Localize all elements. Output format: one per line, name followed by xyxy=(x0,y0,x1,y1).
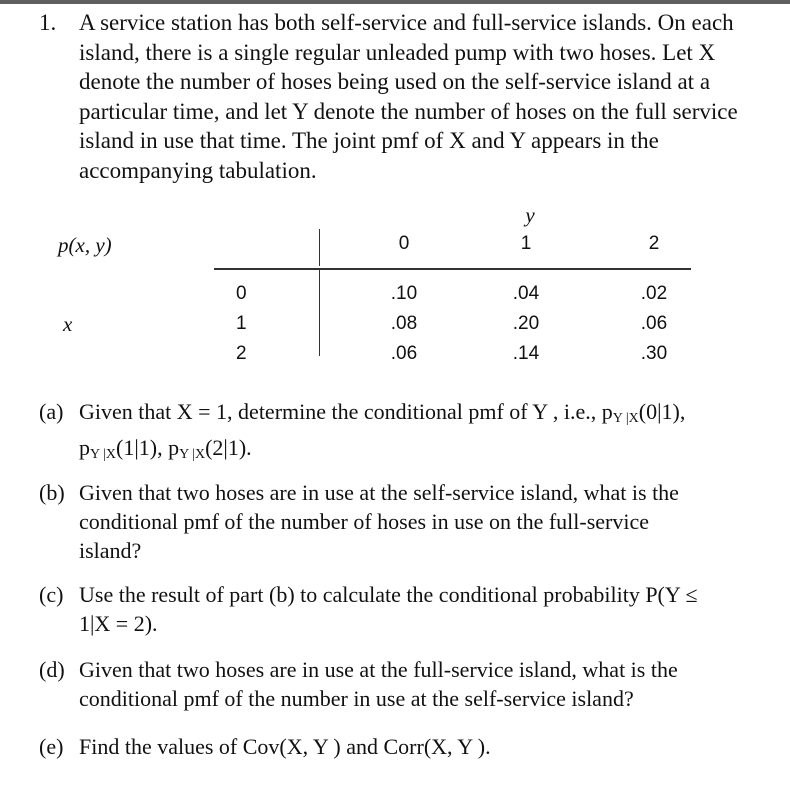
table-cell: .30 xyxy=(640,343,668,364)
part-b-line: island? xyxy=(79,538,142,563)
column-header: 2 xyxy=(648,233,660,254)
part-d-line: Given that two hoses are in use at the full-service island, what is the xyxy=(79,657,678,682)
part-a-text xyxy=(79,397,779,469)
part-a-line-1 xyxy=(79,397,779,433)
column-header: 0 xyxy=(398,233,410,254)
table-column-divider xyxy=(319,229,320,266)
table-cell: .02 xyxy=(640,283,668,304)
table-column-divider xyxy=(319,270,320,356)
table-cell: .04 xyxy=(512,283,540,304)
part-a-label: (a) xyxy=(39,399,64,424)
row-variable-label: x xyxy=(63,312,73,336)
table-cell: .10 xyxy=(390,283,418,304)
column-header: 1 xyxy=(520,233,532,254)
part-a-line-2 xyxy=(79,433,779,469)
row-header: 1 xyxy=(236,313,247,334)
part-b-line: Given that two hoses are in use at the self-service island, what is the xyxy=(79,480,679,505)
problem-number: 1. xyxy=(39,10,57,35)
part-b-text xyxy=(79,478,779,565)
row-header: 2 xyxy=(236,343,247,364)
top-border xyxy=(0,0,790,4)
column-variable-label: y xyxy=(525,203,535,227)
part-d-label: (d) xyxy=(39,657,65,682)
part-a-subscript: Y |X xyxy=(90,447,117,462)
part-e-text xyxy=(79,732,779,761)
part-b-label: (b) xyxy=(39,480,65,505)
table-cell: .06 xyxy=(390,343,418,364)
part-d-line: conditional pmf of the number in use at the self-service island? xyxy=(79,686,634,711)
part-c-line: Use the result of part (b) to calculate the conditional probability P(Y ≤ xyxy=(79,582,698,607)
table-cell: .08 xyxy=(390,313,418,334)
table-corner-label: p(x, y) xyxy=(58,233,112,257)
part-a-arg: (0|1), xyxy=(638,399,686,424)
table-cell: .20 xyxy=(512,313,540,334)
part-a-arg: (1|1), p xyxy=(116,435,180,460)
row-header: 0 xyxy=(236,283,247,304)
part-a-subscript: Y |X xyxy=(612,411,639,426)
part-a-subscript: Y |X xyxy=(179,447,206,462)
table-cell: .14 xyxy=(512,343,540,364)
part-a-p: p xyxy=(79,435,90,460)
part-a-arg: (2|1). xyxy=(205,435,252,460)
part-c-text xyxy=(79,580,779,638)
part-e-line: Find the values of Cov(X, Y ) and Corr(X, Y ). xyxy=(79,734,491,759)
table-cell: .06 xyxy=(640,313,668,334)
table-header-rule xyxy=(214,268,691,270)
part-b-line: conditional pmf of the number of hoses in use on the full-service xyxy=(79,509,650,534)
problem-statement: A service station has both self-service and full-service islands. On each island, there is a single regular unleaded pump with two hoses. Let X denote the number of hoses being used on the self-service island at a particular time, and let Y denote the number of hoses on the full service island in use that time. The joint pmf of X and Y appears in the accompanying tabulation. xyxy=(79,10,738,183)
part-c-line: 1|X = 2). xyxy=(79,611,158,636)
part-d-text xyxy=(79,655,779,713)
part-c-label: (c) xyxy=(39,582,64,607)
part-e-label: (e) xyxy=(39,734,64,759)
part-a-text-1: Given that X = 1, determine the conditional pmf of Y , i.e., p xyxy=(79,399,613,424)
